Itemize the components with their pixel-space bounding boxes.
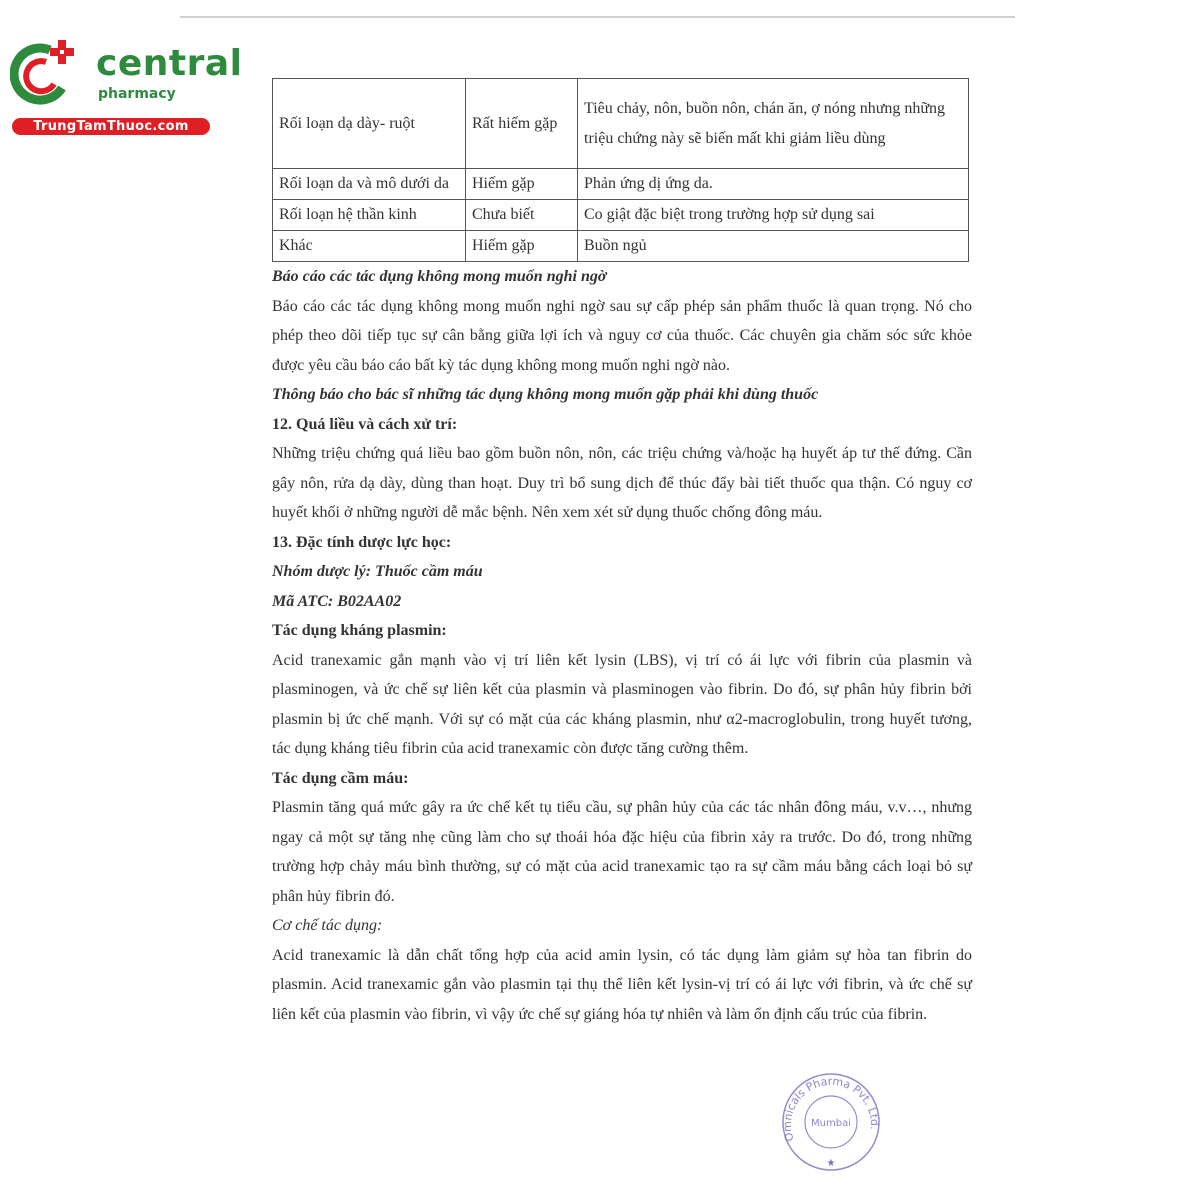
pharmacy-cross-icon <box>10 38 80 108</box>
table-row <box>273 231 969 262</box>
table-cell-frequency: Hiếm gặp <box>466 231 578 262</box>
table-cell-system: Rối loạn da và mô dưới da <box>273 169 466 200</box>
report-paragraph: Báo cáo các tác dụng không mong muốn nghi ngờ sau sự cấp phép sản phẩm thuốc là quan trọng. Nó cho phép theo dõi tiếp tục sự cân bằng giữa lợi ích và nguy cơ của thuốc. Các chuyên gia chăm sóc sức khỏe được yêu cầu báo cáo bất kỳ tác dụng không mong muốn nghi ngờ nào. <box>272 297 972 374</box>
table-cell-frequency: Rất hiếm gặp <box>466 79 578 169</box>
table-cell-frequency: Chưa biết <box>466 200 578 231</box>
adverse-reactions-table <box>272 78 969 262</box>
antiplasmin-paragraph: Acid tranexamic gắn mạnh vào vị trí liên kết lysin (LBS), vị trí có ái lực với fibrin của plasmin và plasminogen, và ức chế sự liên kết của plasmin và plasminogen vào fibrin. Do đó, sự phân hủy fibrin bởi plasmin bị ức chế mạnh. Với sự có mặt của các kháng plasmin, như α2-macroglobulin, trong huyết tương, tác dụng kháng tiêu fibrin của acid tranexamic còn được tăng cường thêm. <box>272 651 972 757</box>
pharmacodynamics-heading: 13. Đặc tính dược lực học: <box>272 533 452 551</box>
table-cell-system: Khác <box>273 231 466 262</box>
logo-subtitle: pharmacy <box>98 86 176 102</box>
mechanism-paragraph: Acid tranexamic là dẫn chất tổng hợp của acid amin lysin, có tác dụng làm giảm sự hòa tan fibrin do plasmin. Acid tranexamic gắn vào plasmin tại thụ thể liên kết lysin-vị trí có ái lực với fibrin, và ức chế sự liên kết của plasmin vào fibrin, vì vậy ức chế sự giáng hóa tự nhiên và làm ổn định cấu trúc của fibrin. <box>272 946 972 1023</box>
overdose-paragraph: Những triệu chứng quá liều bao gồm buồn nôn, nôn, các triệu chứng và/hoặc hạ huyết áp tư thế đứng. Cần gây nôn, rửa dạ dày, dùng than hoạt. Duy trì bổ sung dịch để thúc đẩy bài tiết thuốc qua thận. Có nguy cơ huyết khối ở những người dễ mắc bệnh. Nên xem xét sử dụng thuốc chống đông máu. <box>272 445 972 521</box>
table-cell-effect: Phản ứng dị ứng da. <box>578 169 969 200</box>
pharm-group: Nhóm dược lý: Thuốc cầm máu <box>272 563 483 580</box>
report-heading: Báo cáo các tác dụng không mong muốn nghi ngờ <box>272 268 607 285</box>
table-cell-effect: Buồn ngủ <box>578 231 969 262</box>
hemostatic-heading: Tác dụng cầm máu: <box>272 769 409 787</box>
svg-text:★: ★ <box>826 1158 836 1169</box>
logo-url-badge[interactable]: TrungTamThuoc.com <box>12 118 210 135</box>
table-row <box>273 169 969 200</box>
table-cell-effect: Co giật đặc biệt trong trường hợp sử dụng sai <box>578 200 969 231</box>
top-divider <box>180 16 1015 18</box>
table-row <box>273 79 969 169</box>
atc-code: Mã ATC: B02AA02 <box>272 592 402 610</box>
central-pharmacy-logo[interactable] <box>10 38 243 138</box>
document-body <box>272 78 972 1029</box>
table-cell-effect: Tiêu chảy, nôn, buồn nôn, chán ăn, ợ nóng nhưng những triệu chứng này sẽ biến mất khi giảm liều dùng <box>578 79 969 169</box>
table-cell-frequency: Hiếm gặp <box>466 169 578 200</box>
svg-text:Omnicals Pharma Pvt. Ltd.: Omnicals Pharma Pvt. Ltd. <box>780 1074 882 1143</box>
svg-text:Mumbai: Mumbai <box>811 1118 851 1129</box>
company-stamp-icon <box>776 1070 886 1175</box>
mechanism-heading: Cơ chế tác dụng: <box>272 917 383 934</box>
overdose-heading: 12. Quá liều và cách xử trí: <box>272 415 458 433</box>
table-cell-system: Rối loạn hệ thần kinh <box>273 200 466 231</box>
hemostatic-paragraph: Plasmin tăng quá mức gây ra ức chế kết tụ tiểu cầu, sự phân hủy của các tác nhân đông máu, v.v…, nhưng ngay cả một sự tăng nhẹ cũng làm cho sự thoái hóa đặc hiệu của fibrin xảy ra trước. Do đó, trong những trường hợp chảy máu bình thường, sự có mặt của acid tranexamic tạo ra sự cầm máu bằng cách loại bỏ sự phân hủy fibrin đó. <box>272 799 972 905</box>
table-cell-system: Rối loạn dạ dày- ruột <box>273 79 466 169</box>
logo-brand: central <box>96 43 243 84</box>
notify-heading: Thông báo cho bác sĩ những tác dụng không mong muốn gặp phải khi dùng thuốc <box>272 386 819 403</box>
antiplasmin-heading: Tác dụng kháng plasmin: <box>272 622 447 639</box>
table-row <box>273 200 969 231</box>
